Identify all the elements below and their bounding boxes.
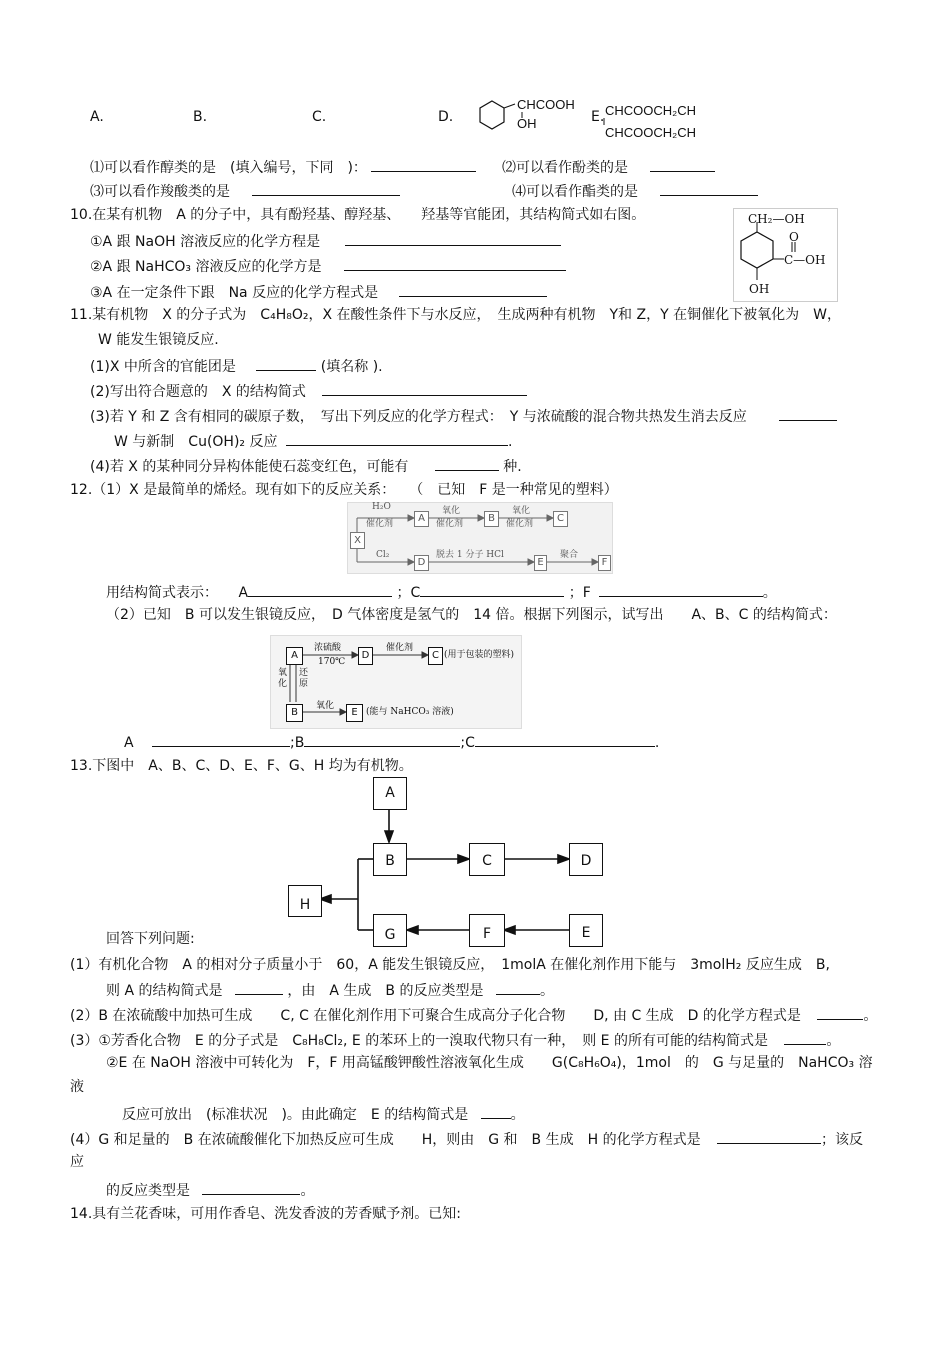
q10-sub1-text: ①A 跟 NaOH 溶液反应的化学方程是: [90, 234, 321, 250]
fig1-label-cat3: 催化剂: [506, 519, 534, 529]
q11-part3-text: (3)若 Y 和 Z 含有相同的碳原子数， 写出下列反应的化学方程式： Y 与浓硫酸的混合物共热发生消去反应: [90, 409, 747, 425]
q13-node-b: B: [373, 843, 407, 876]
q13-part3-text: (3）①芳香化合物 E 的分子式是 C₈H₈Cl₂, E 的苯环上的一溴取代物只有一种， 则 E 的所有可能的结构简式是: [70, 1033, 768, 1049]
q13-node-a: A: [373, 777, 407, 810]
fig1-label-cat1: 催化剂: [366, 519, 394, 529]
q13-part3-end: 。: [826, 1033, 841, 1049]
q12-answer1-text: 用结构简式表示：: [106, 585, 218, 601]
q10-stem: 10.在某有机物 A 的分子中，具有酚羟基、醇羟基、 羟基等官能团，其结构简式如右图。: [70, 207, 646, 223]
fig1-node-x: X: [350, 532, 365, 549]
q13-part4c: [106, 1180, 314, 1200]
fig2-node-a: A: [286, 647, 303, 665]
q14-stem: 14.具有兰花香味，可用作香皂、洗发香波的芳香赋予剂。已知:: [70, 1206, 461, 1222]
q13-part3b: ②E 在 NaOH 溶液中可转化为 F，F 用高锰酸钾酸性溶液氧化生成 G(C₈H₆O₄)，1mol 的 G 与足量的 NaHCO₃ 溶: [106, 1055, 873, 1071]
option-a: A.: [90, 109, 104, 125]
fig2-label-oxid: 氧化: [278, 668, 288, 689]
fig1-label-h2o: H₂O: [372, 502, 391, 512]
q13-part4b: 应: [70, 1154, 84, 1170]
fig2-node-d: D: [358, 647, 373, 665]
e-line-2: CHCOOCH₂CH: [605, 125, 696, 140]
fig1-label-cat2: 催化剂: [436, 519, 464, 529]
fig1-node-b: B: [484, 511, 499, 527]
fig2-label-170: 170℃: [318, 657, 346, 667]
q11-stem-line1: 11.某有机物 X 的分子式为 C₄H₈O₂，X 在酸性条件下与水反应， 生成两种有机物 Y和 Z，Y 在铜催化下被氧化为 W，: [70, 307, 841, 323]
fig2-node-b: B: [286, 704, 303, 722]
q12-ans1-end: 。: [762, 585, 777, 601]
q13-part3c: 液: [70, 1079, 84, 1095]
q11-stem-line2: W 能发生银镜反应.: [98, 332, 219, 348]
option-b: B.: [193, 109, 208, 125]
q11-part3b: W 与新制 Cu(OH)₂ 反应 .: [114, 431, 512, 451]
q13-part1b-text: 则 A 的结构简式是: [106, 983, 223, 999]
fig1-label-cl2: Cl₂: [376, 550, 390, 560]
fig2-label-h2so4: 浓硫酸: [314, 643, 342, 653]
q13-part3d: [122, 1104, 525, 1124]
q13-node-e: E: [569, 914, 603, 947]
d-group-oh: OH: [517, 116, 537, 131]
q11-part2-text: (2)写出符合题意的 X 的结构简式: [90, 384, 306, 400]
fig1-node-e: E: [534, 555, 547, 571]
q12-ans2-a-label: A: [124, 735, 134, 751]
q9-part3-text: ⑶可以看作羧酸类的是: [90, 184, 230, 200]
q13-part4c-end: 。: [300, 1183, 315, 1199]
q12-ans-c-label: ；C: [396, 585, 421, 601]
q11-part4-tail: 种.: [503, 459, 522, 475]
q13-part1b: [106, 980, 554, 1000]
fig1-label-poly: 聚合: [560, 550, 579, 560]
q13-part4-text: (4）G 和足量的 B 在浓硫酸催化下加热反应可生成 H，则由 G 和 B 生成 H 的化学方程式是: [70, 1132, 701, 1148]
answer-blank[interactable]: [202, 1180, 300, 1195]
q11-part1-tail: (填名称 ).: [320, 359, 383, 375]
q13-part2-end: 。: [863, 1008, 878, 1024]
q13-part3d-text: 反应可放出 (标准状况 )。由此确定 E 的结构简式是: [122, 1107, 469, 1123]
q9-part1-text: ⑴可以看作醇类的是 (填入编号，下同 )：: [90, 160, 367, 176]
fig1-node-f: F: [598, 555, 611, 571]
q13-node-f: F: [469, 914, 505, 947]
d-group-chcooh: CHCOOH: [517, 97, 575, 112]
q9-part4-text: ⑷可以看作酯类的是: [512, 184, 638, 200]
answer-blank[interactable]: [717, 1129, 821, 1144]
fig2-label-cat: 催化剂: [386, 643, 414, 653]
answer-blank[interactable]: [784, 1030, 826, 1045]
fig2-node-c: C: [428, 647, 443, 665]
fig1-label-hcl: 脱去 1 分子 HCl: [436, 550, 504, 560]
q13-answer-prompt: 回答下列问题:: [106, 931, 195, 947]
q10-struct-o: O: [789, 230, 799, 244]
q12-stem2: （2）已知 B 可以发生银镜反应， D 气体密度是氢气的 14 倍。根据下列图示，试写出 A、B、C 的结构简式：: [106, 607, 837, 623]
fig2-label-c-note: (用于包装的塑料): [444, 650, 515, 660]
fig2-node-e: E: [346, 704, 363, 722]
q13-part1-end: 。: [539, 983, 554, 999]
answer-blank[interactable]: [817, 1005, 863, 1020]
fig2-label-e-note: (能与 NaHCO₃ 溶液): [366, 707, 454, 717]
answer-blank[interactable]: [481, 1104, 511, 1119]
q13-part1c-text: ，由 A 生成 B 的反应类型是: [287, 983, 484, 999]
option-c: C.: [312, 109, 327, 125]
fig1-node-a: A: [414, 511, 429, 527]
q12-ans2-b-label: ;B: [290, 735, 305, 751]
q13-part2: [70, 1005, 877, 1025]
q11-part3b-text: W 与新制 Cu(OH)₂ 反应: [114, 434, 278, 450]
answer-blank[interactable]: [496, 980, 540, 995]
e-line-1: CHCOOCH₂CH: [605, 103, 696, 118]
fig1-label-ox1: 氧化: [442, 506, 461, 516]
q13-node-d: D: [569, 843, 603, 876]
q13-part4c-text: 的反应类型是: [106, 1183, 190, 1199]
q13-node-g: G: [373, 914, 407, 947]
q13-part2-text: (2）B 在浓硫酸中加热可生成 C, C 在催化剂作用下可聚合生成高分子化合物 D, 由 C 生成 D 的化学方程式是: [70, 1008, 801, 1024]
q13-stem: 13.下图中 A、B、C、D、E、F、G、H 均为有机物。: [70, 758, 413, 774]
q13-part4-mid: ；该反: [821, 1132, 864, 1148]
q12-ans2-c-label: ;C: [460, 735, 475, 751]
q13-part4: [70, 1129, 863, 1149]
option-d: D.: [438, 109, 454, 125]
fig2-label-reduce: 还原: [299, 668, 309, 689]
q10-sub3-text: ③A 在一定条件下跟 Na 反应的化学方程式是: [90, 285, 379, 301]
q10-sub2-text: ②A 跟 NaHCO₃ 溶液反应的化学方是: [90, 259, 322, 275]
answer-blank[interactable]: [235, 980, 283, 995]
q10-struct-cooh: C—OH: [784, 253, 826, 267]
q13-part3d-end: 。: [510, 1107, 525, 1123]
q12-ans-a-label: A: [238, 585, 249, 601]
fig1-label-ox2: 氧化: [512, 506, 531, 516]
q13-node-h: H: [288, 885, 322, 917]
q11-part1-text: (1)X 中所含的官能团是: [90, 359, 236, 375]
q13-part1: (1）有机化合物 A 的相对分子质量小于 60，A 能发生银镜反应， 1molA 在催化剂作用下能与 3molH₂ 反应生成 B,: [70, 957, 830, 973]
q12-stem: 12.（1）X 是最简单的烯烃。现有如下的反应关系： （ 已知 F 是一种常见的塑料）: [70, 482, 618, 498]
q9-part2-text: ⑵可以看作酚类的是: [502, 160, 628, 176]
fig1-node-c: C: [553, 511, 568, 527]
option-e: E.: [591, 109, 605, 125]
fig2-label-ox2: 氧化: [316, 701, 335, 711]
q13-node-c: C: [469, 843, 505, 876]
fig1-node-d: D: [414, 555, 429, 571]
q11-part4-text: (4)若 X 的某种同分异构体能使石蕊变红色，可能有: [90, 459, 409, 475]
q13-part3: [70, 1030, 840, 1050]
q12-ans-f-label: ；F: [568, 585, 591, 601]
q10-struct-oh: OH: [749, 282, 770, 296]
q12-ans2-end: .: [654, 735, 660, 751]
q10-struct-ch2oh: CH₂—OH: [748, 212, 805, 226]
